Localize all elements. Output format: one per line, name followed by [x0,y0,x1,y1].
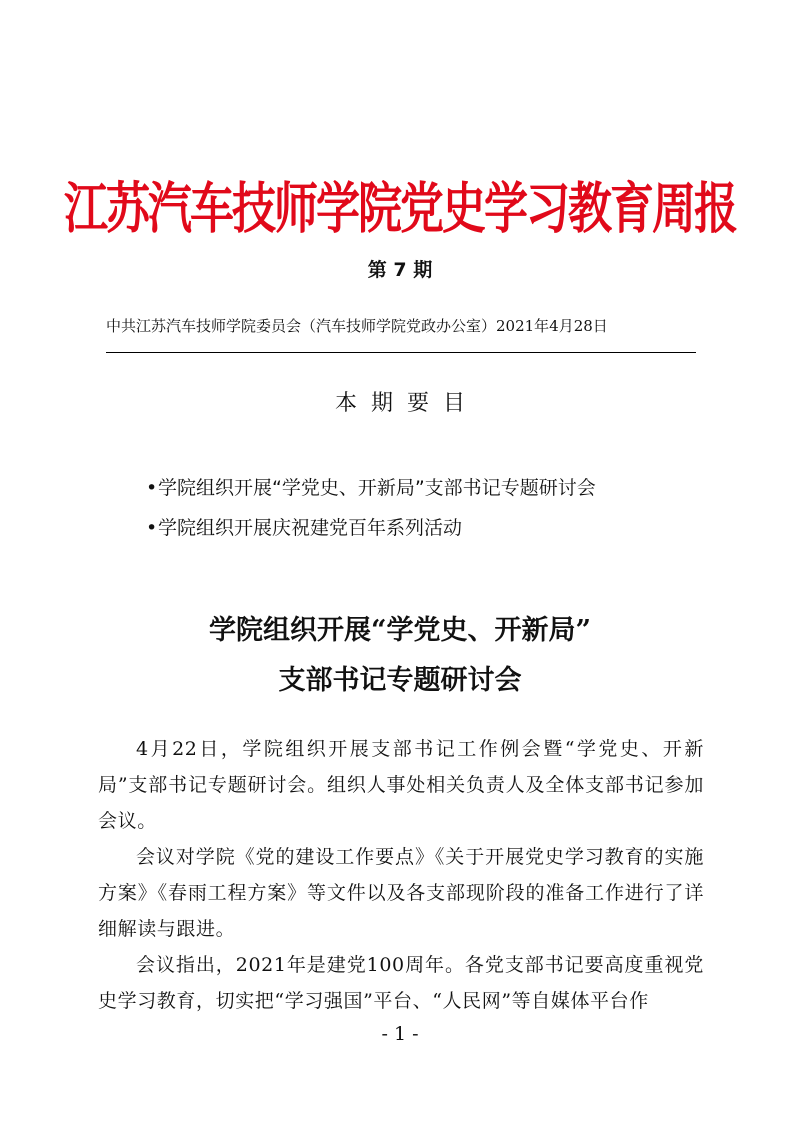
article-paragraph: 4月22日，学院组织开展支部书记工作例会暨“学党史、开新局”支部书记专题研讨会。组织人事处相关负责人及全体支部书记参加会议。 [98,738,704,832]
article-paragraph: 会议对学院《党的建设工作要点》《关于开展党史学习教育的实施方案》《春雨工程方案》等文件以及各支部现阶段的准备工作进行了详细解读与跟进。 [98,846,704,940]
bullet-icon: • [146,477,158,499]
issue-number: 第 7 期 [367,259,433,281]
article-paragraph: 会议指出，2021年是建党100周年。各党支部书记要高度重视党史学习教育，切实把“学习强国”平台、“人民网”等自媒体平台作 [98,954,704,1012]
toc-list [146,472,596,552]
publisher-date-line: 中共江苏汽车技师学院委员会（汽车技师学院党政办公室）2021年4月28日 [106,317,608,335]
article-title-line: 支部书记专题研讨会 [278,665,522,696]
header-divider [106,352,696,353]
newsletter-masthead-title: 江苏汽车技师学院党史学习教育周报 [64,177,736,242]
article-body [98,731,704,1019]
page-number: - 1 - [381,1023,419,1045]
article-title [0,606,800,706]
bullet-icon: • [146,517,158,539]
toc-heading: 本期要目 [334,391,479,416]
toc-item [146,472,596,512]
article-title-line: 学院组织开展“学党史、开新局” [208,615,592,646]
toc-item-text: 学院组织开展庆祝建党百年系列活动 [158,517,463,539]
toc-item-text: 学院组织开展“学党史、开新局”支部书记专题研讨会 [158,477,596,499]
toc-item [146,512,596,552]
